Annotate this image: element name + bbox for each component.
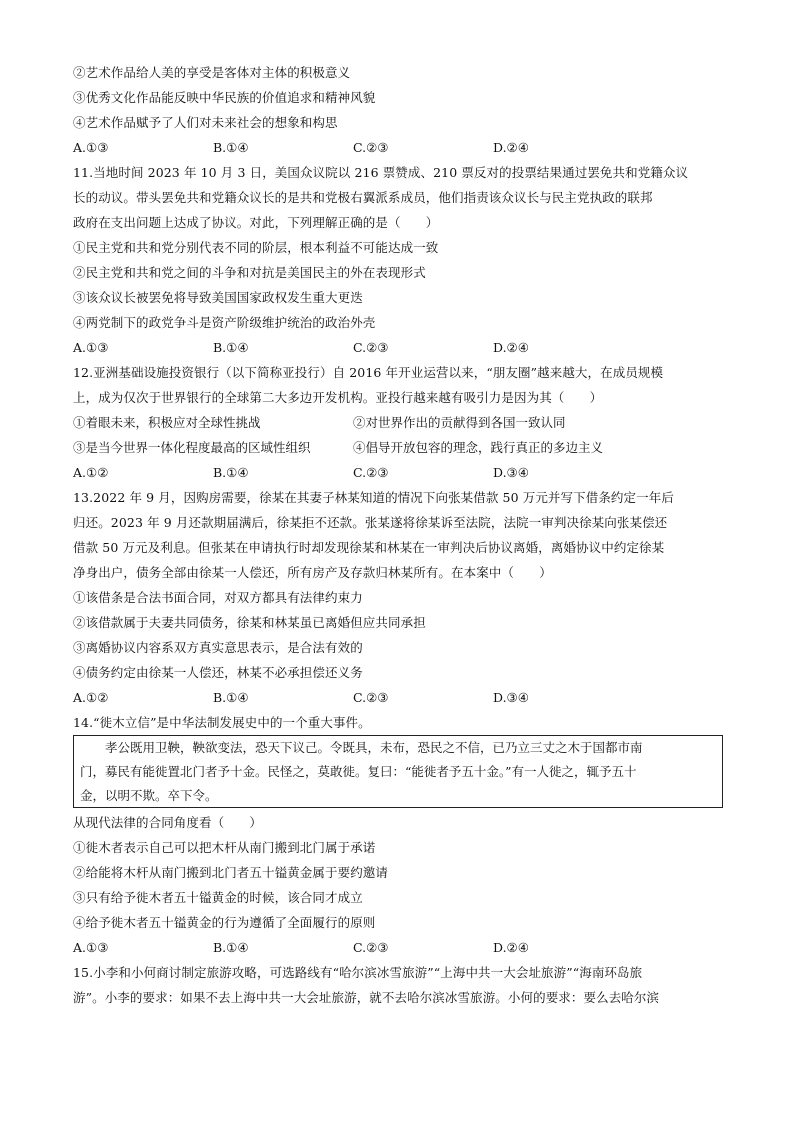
q13-stem-line-4: 净身出户，债务全部由徐某一人偿还，所有房产及存款归林某所有。在本案中（ ） [73, 565, 552, 580]
q13-option-b: B.①④ [213, 690, 249, 705]
q14-quote-box [73, 735, 723, 808]
q10-option-c: C.②③ [353, 140, 389, 155]
q13-options [73, 689, 753, 707]
q10-statement-3: ③优秀文化作品能反映中华民族的价值追求和精神风貌 [73, 90, 376, 105]
q12-statement-4: ④倡导开放包容的理念，践行真正的多边主义 [353, 440, 604, 455]
q14-options [73, 939, 753, 957]
q11-stem-line-1: 11.当地时间 2023 年 10 月 3 日，美国众议院以 216 票赞成、210 票反对的投票结果通过罢免共和党籍众议 [73, 165, 689, 180]
q14-stem-line-2: 从现代法律的合同角度看（ ） [73, 815, 263, 830]
q11-option-b: B.①④ [213, 340, 249, 355]
q11-statement-2: ②民主党和共和党之间的斗争和对抗是美国民主的外在表现形式 [73, 265, 426, 280]
q14-statement-1: ①徙木者表示自己可以把木杆从南门搬到北门属于承诺 [73, 840, 376, 855]
q14-statement-3: ③只有给予徙木者五十镒黄金的时候，该合同才成立 [73, 890, 363, 905]
q14-stem-line-1: 14.“徙木立信”是中华法制发展史中的一个重大事件。 [73, 715, 371, 730]
q11-option-d: D.②④ [493, 340, 529, 355]
q11-option-c: C.②③ [353, 340, 389, 355]
q12-option-d: D.③④ [493, 465, 529, 480]
q12-option-b: B.①④ [213, 465, 249, 480]
q13-statement-4: ④债务约定由徐某一人偿还，林某不必承担偿还义务 [73, 665, 363, 680]
q14-quote-line-1: 孝公既用卫鞅，鞅欲变法，恐天下议己。令既具，未布，恐民之不信，已乃立三丈之木于国都市南 [80, 740, 643, 755]
q13-statement-2: ②该借款属于夫妻共同债务，徐某和林某虽已离婚但应共同承担 [73, 615, 426, 630]
q13-stem-line-3: 借款 50 万元及利息。但张某在申请执行时却发现徐某和林某在一审判决后协议离婚，离婚协议中约定徐某 [73, 540, 665, 555]
q13-stem-line-1: 13.2022 年 9 月，因购房需要，徐某在其妻子林某知道的情况下向张某借款 50 万元并写下借条约定一年后 [73, 490, 674, 505]
q12-options [73, 464, 753, 482]
q13-option-d: D.③④ [493, 690, 529, 705]
q11-stem-line-3: 政府在支出问题上达成了协议。对此，下列理解正确的是（ ） [73, 215, 439, 230]
q14-option-a: A.①③ [73, 940, 109, 955]
q13-statement-3: ③离婚协议内容系双方真实意思表示，是合法有效的 [73, 640, 363, 655]
q12-statement-3: ③是当今世界一体化程度最高的区域性组织 [73, 440, 311, 455]
q12-option-c: C.②③ [353, 465, 389, 480]
q11-stem-line-2: 长的动议。带头罢免共和党籍众议长的是共和党极右翼派系成员，他们指责该众议长与民主党执政的联邦 [73, 190, 653, 205]
q10-option-b: B.①④ [213, 140, 249, 155]
q11-statement-3: ③该众议长被罢免将导致美国国家政权发生重大更迭 [73, 290, 363, 305]
q14-quote-line-2: 门，募民有能徙置北门者予十金。民怪之，莫敢徙。复曰：“能徙者予五十金。”有一人徙之，辄予五十 [80, 764, 637, 779]
q11-statement-4: ④两党制下的政党争斗是资产阶级维护统治的政治外壳 [73, 315, 376, 330]
q15-stem-line-2: 游”。小李的要求：如果不去上海中共一大会址旅游，就不去哈尔滨冰雪旅游。小何的要求：要么去哈尔滨 [73, 990, 660, 1005]
q11-options [73, 339, 753, 357]
q10-option-d: D.②④ [493, 140, 529, 155]
q14-option-c: C.②③ [353, 940, 389, 955]
q13-stem-line-2: 归还。2023 年 9 月还款期届满后，徐某拒不还款。张某遂将徐某诉至法院，法院一审判决徐某向张某偿还 [73, 515, 668, 530]
q12-statement-2: ②对世界作出的贡献得到各国一致认同 [353, 415, 566, 430]
q12-stem-line-2: 上，成为仅次于世界银行的全球第二大多边开发机构。亚投行越来越有吸引力是因为其（ ） [73, 390, 603, 405]
q10-statement-2: ②艺术作品给人美的享受是客体对主体的积极意义 [73, 65, 351, 80]
q14-option-b: B.①④ [213, 940, 249, 955]
q13-option-c: C.②③ [353, 690, 389, 705]
q15-stem-line-1: 15.小李和小何商讨制定旅游攻略，可选路线有“哈尔滨冰雪旅游”“上海中共一大会址旅游”“海南环岛旅 [73, 965, 643, 980]
q10-options [73, 139, 753, 157]
q14-option-d: D.②④ [493, 940, 529, 955]
q13-option-a: A.①② [73, 690, 109, 705]
q11-option-a: A.①③ [73, 340, 109, 355]
q12-statements-row-1 [73, 414, 753, 432]
q13-statement-1: ①该借条是合法书面合同，对双方都具有法律约束力 [73, 590, 363, 605]
q10-option-a: A.①③ [73, 140, 109, 155]
q14-quote-line-3: 金，以明不欺。卒下令。 [80, 788, 218, 803]
q14-statement-4: ④给予徙木者五十镒黄金的行为遵循了全面履行的原则 [73, 915, 376, 930]
q12-statement-1: ①着眼未来，积极应对全球性挑战 [73, 415, 261, 430]
q12-stem-line-1: 12.亚洲基础设施投资银行（以下简称亚投行）自 2016 年开业运营以来，“朋友圈”越来越大，在成员规模 [73, 365, 664, 380]
q11-statement-1: ①民主党和共和党分别代表不同的阶层，根本利益不可能达成一致 [73, 240, 439, 255]
q12-option-a: A.①② [73, 465, 109, 480]
q14-statement-2: ②给能将木杆从南门搬到北门者五十镒黄金属于要约邀请 [73, 865, 389, 880]
q10-statement-4: ④艺术作品赋予了人们对未来社会的想象和构思 [73, 115, 338, 130]
q12-statements-row-2 [73, 439, 753, 457]
